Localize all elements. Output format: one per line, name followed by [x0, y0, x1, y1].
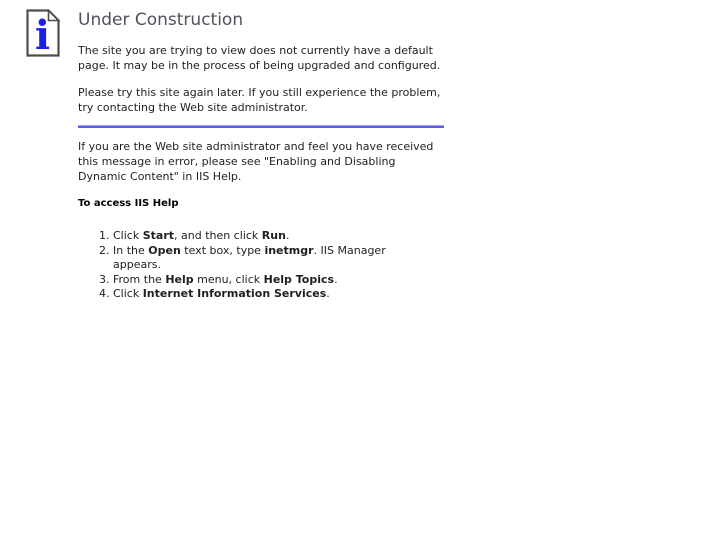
icon-column [26, 9, 78, 302]
admin-note-paragraph: If you are the Web site administrator and feel you have received this message in error, please see "Enabling and Disabling Dynamic Content" in IIS Help. [78, 140, 434, 183]
help-section-heading: To access IIS Help [78, 198, 179, 209]
page-title: Under Construction [78, 10, 244, 30]
content-column [78, 9, 444, 302]
help-step-4: 4. Click Internet Information Services. [113, 287, 434, 302]
info-document-icon [26, 9, 60, 57]
help-steps-list [78, 229, 444, 302]
help-step-2: 2. In the Open text box, type inetmgr. IIS Manager appears. [113, 244, 434, 273]
divider-rule [78, 125, 444, 128]
intro-paragraph-1: The site you are trying to view does not currently have a default page. It may be in the process of being upgraded and configured. [78, 44, 441, 72]
intro-paragraph-2: Please try this site again later. If you still experience the problem, try contacting the Web site administrator. [78, 86, 441, 114]
info-icon-glyph: i [34, 12, 51, 57]
help-step-1: 1. Click Start, and then click Run. [113, 229, 434, 244]
help-step-3: 3. From the Help menu, click Help Topics. [113, 273, 434, 288]
